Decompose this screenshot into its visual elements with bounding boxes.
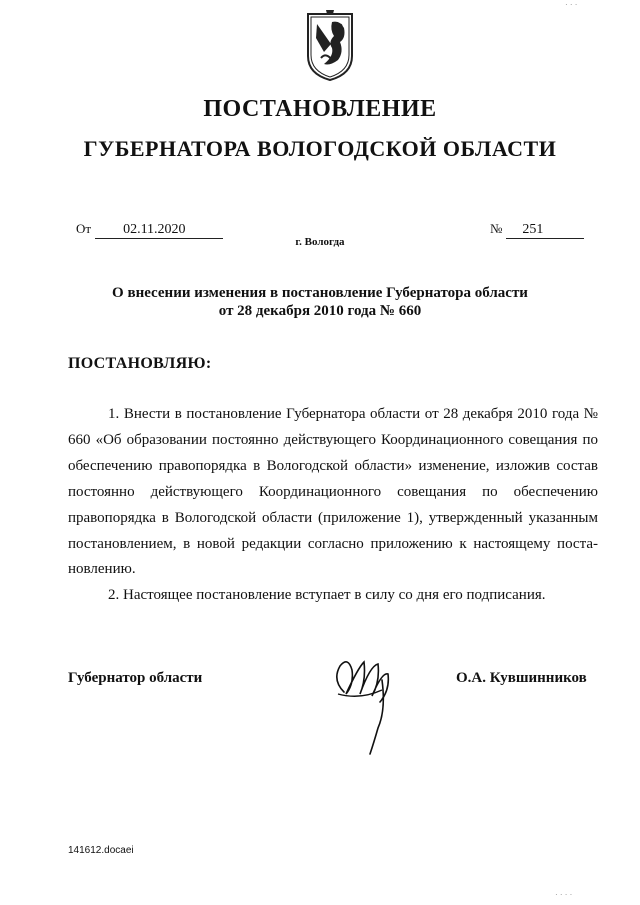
paragraph-1: 1. Внести в постановление Губернатора области от 28 декабря 2010 года № 660 «Об образовании постоянно действующего Координационного совещания по обеспечению правопорядка в Вологодской области» изменение, изложив состав постоянно действующего Координационного совещания по обеспечению правопорядка в Вологодской области (приложение 1), утвержденный указанным постановлением, в новой редакции согласно приложению к настоящему постановлению. (68, 406, 598, 578)
scan-mark-bottom: · · · · (555, 890, 573, 899)
document-issuer: ГУБЕРНАТОРА ВОЛОГОДСКОЙ ОБЛАСТИ (83, 136, 557, 161)
number-value: 251 (506, 222, 584, 239)
subject-line-1: О внесении изменения в постановление Губернатора области (112, 285, 528, 301)
signer-name: О.А. Кувшинников (456, 670, 587, 686)
date-value: 02.11.2020 (95, 222, 223, 239)
coat-of-arms-icon (304, 8, 356, 84)
signer-title: Губернатор области (68, 670, 203, 686)
handwritten-signature (330, 650, 400, 758)
date-prefix: От (76, 221, 92, 236)
document-title: ПОСТАНОВЛЕНИЕ (203, 96, 437, 122)
body-text (68, 402, 598, 609)
number-prefix: № (490, 221, 503, 236)
document-code: 141612.docaei (68, 845, 134, 856)
subject-line-2: от 28 декабря 2010 года № 660 (218, 303, 422, 319)
city-label: г. Вологда (295, 236, 345, 248)
scan-mark-top: · · · (565, 0, 578, 9)
paragraph-2: 2. Настоящее постановление вступает в силу со дня его подписания. (108, 587, 546, 604)
decree-word: ПОСТАНОВЛЯЮ: (68, 355, 212, 372)
